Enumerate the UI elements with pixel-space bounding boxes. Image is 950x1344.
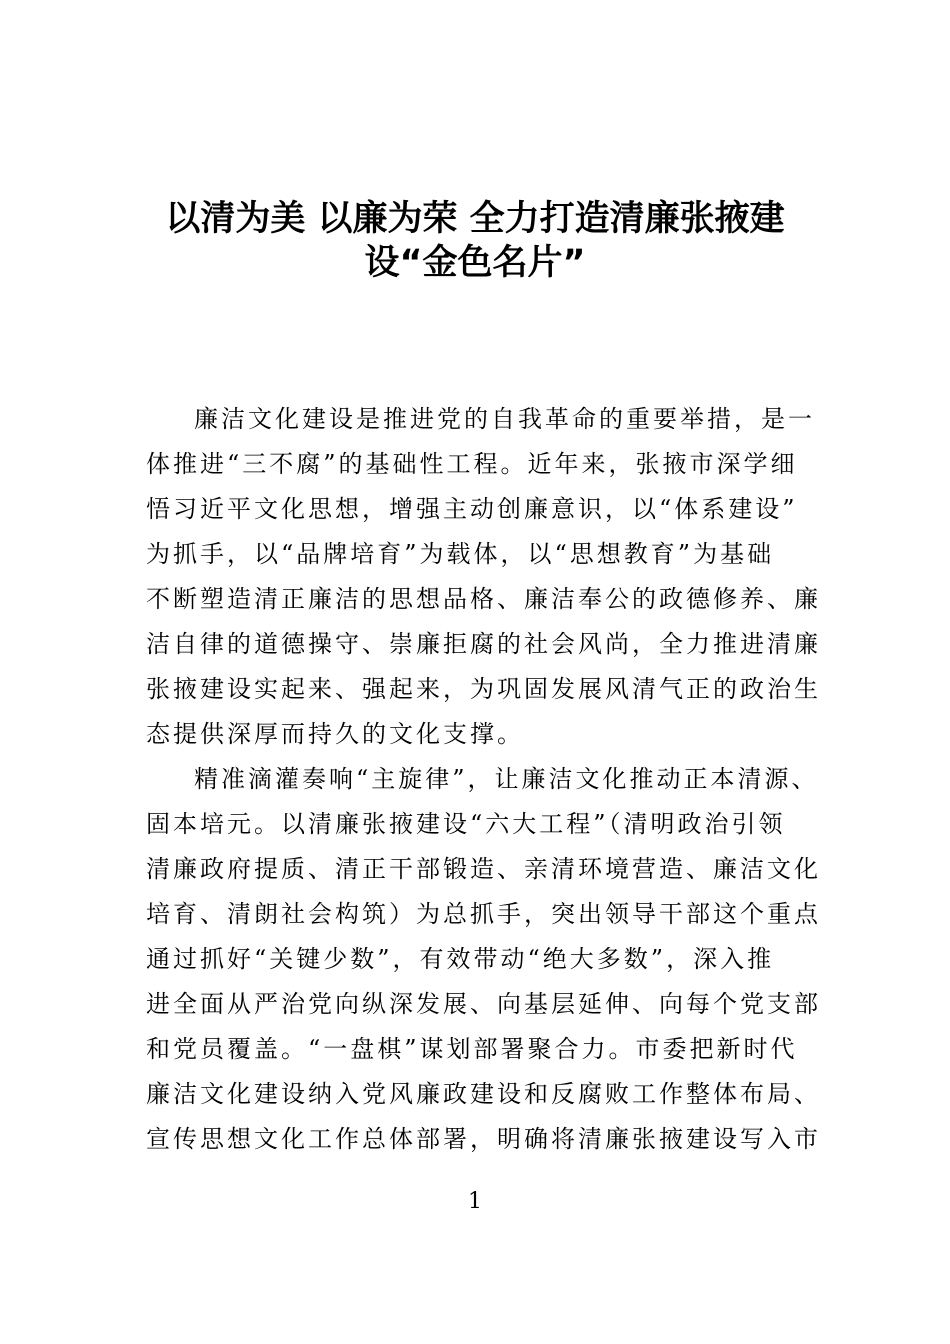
body-line: 精准滴灌奏响“主旋律”，让廉洁文化推动正本清源、: [194, 765, 819, 793]
body-line: 廉洁文化建设纳入党风廉政建设和反腐败工作整体布局、: [146, 1080, 821, 1108]
body-line: 和党员覆盖。“一盘棋”谋划部署聚合力。市委把新时代: [146, 1035, 798, 1063]
body-line: 悟习近平文化思想，增强主动创廉意识，以“体系建设”: [146, 495, 798, 523]
body-line: 培育、清朗社会构筑）为总抓手，突出领导干部这个重点: [146, 900, 821, 928]
body-line: 为抓手，以“品牌培育”为载体，以“思想教育”为基础: [146, 540, 775, 568]
document-title-line-2: 设“金色名片”: [364, 243, 586, 283]
body-line: 张掖建设实起来、强起来，为巩固发展风清气正的政治生: [146, 675, 821, 703]
page-number: 1: [468, 1189, 482, 1214]
body-line: 宣传思想文化工作总体部署，明确将清廉张掖建设写入市: [146, 1125, 821, 1153]
body-line: 进全面从严治党向纵深发展、向基层延伸、向每个党支部: [146, 990, 821, 1018]
body-line: 固本培元。以清廉张掖建设“六大工程”（清明政治引领: [146, 810, 786, 838]
body-line: 洁自律的道德操守、崇廉拒腐的社会风尚，全力推进清廉: [146, 630, 821, 658]
body-line: 体推进“三不腐”的基础性工程。近年来，张掖市深学细: [146, 450, 798, 478]
body-line: 通过抓好“关键少数”，有效带动“绝大多数”，深入推: [146, 945, 775, 973]
document-title-line-1: 以清为美 以廉为荣 全力打造清廉张掖建: [165, 199, 785, 239]
body-line: 不断塑造清正廉洁的思想品格、廉洁奉公的政德修养、廉: [146, 585, 821, 613]
body-line: 态提供深厚而持久的文化支撑。: [146, 720, 524, 748]
body-line: 清廉政府提质、清正干部锻造、亲清环境营造、廉洁文化: [146, 855, 821, 883]
body-line: 廉洁文化建设是推进党的自我革命的重要举措，是一: [194, 405, 815, 433]
